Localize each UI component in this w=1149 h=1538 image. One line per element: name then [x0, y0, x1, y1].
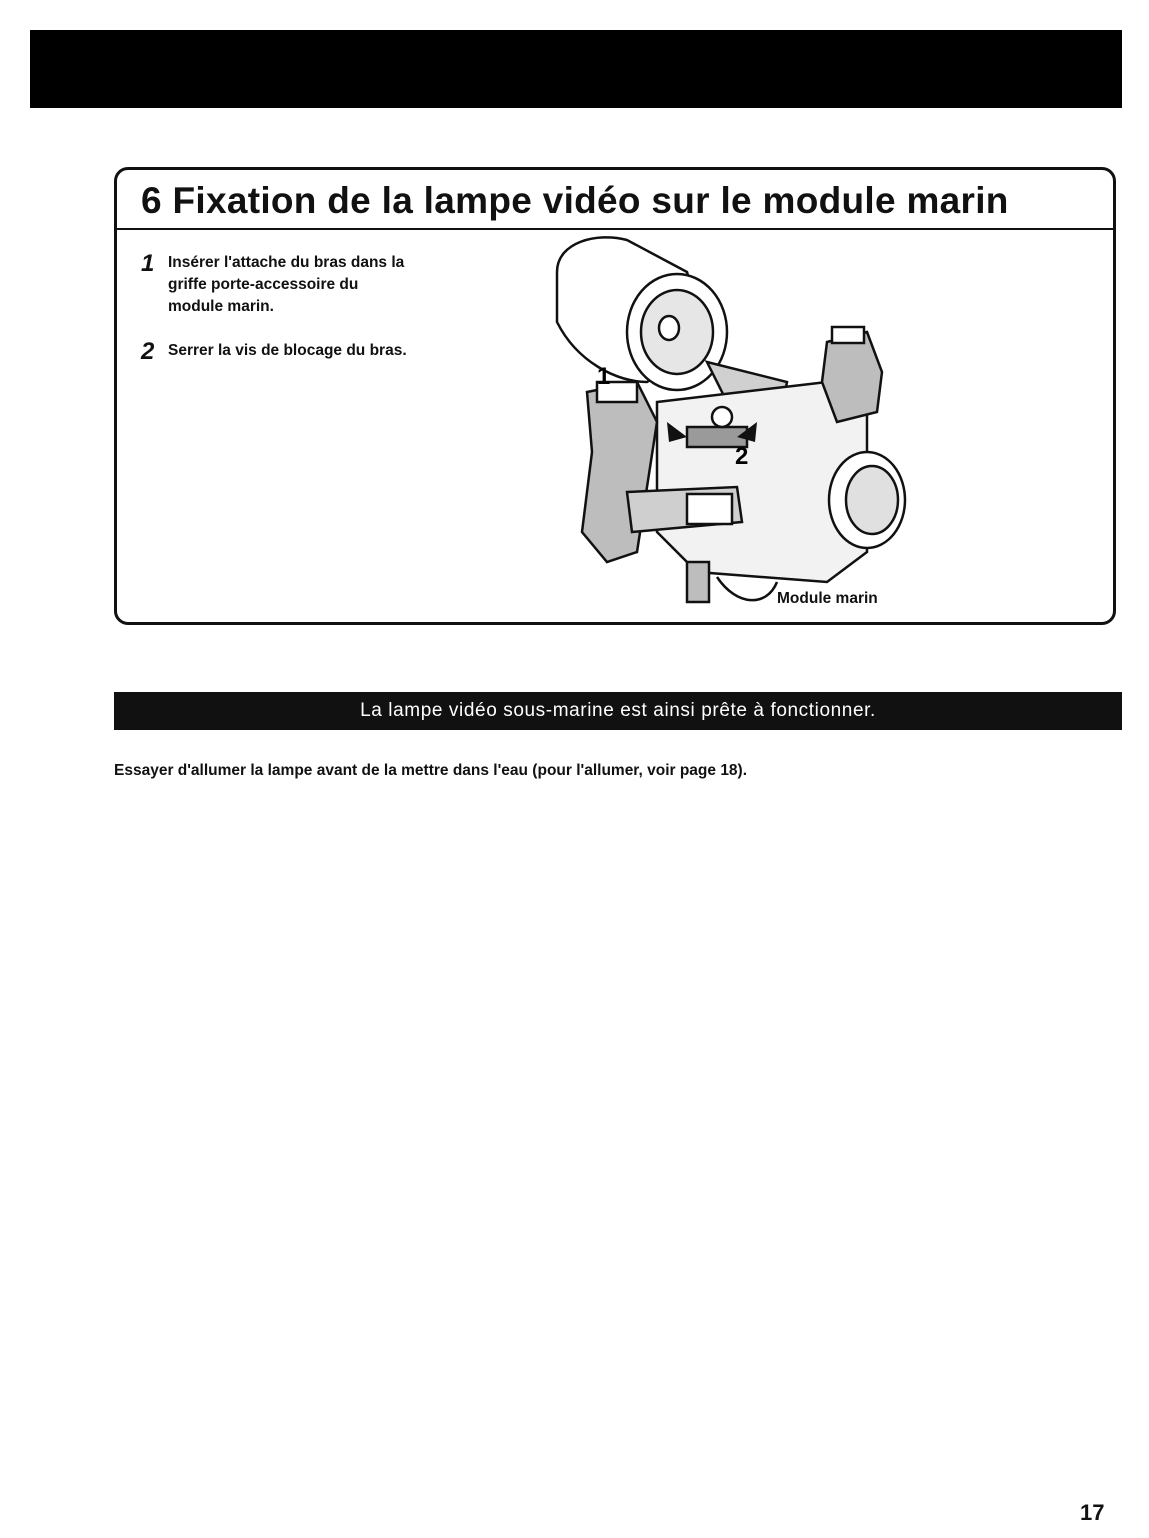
- ready-banner: La lampe vidéo sous-marine est ainsi prête à fonctionner.: [114, 692, 1122, 730]
- step-number: 2: [141, 338, 155, 365]
- callout-2: 2: [735, 443, 749, 470]
- section-title: 6 Fixation de la lampe vidéo sur le module marin: [141, 180, 1009, 221]
- step-text: Insérer l'attache du bras dans la griffe porte-accessoire du module marin.: [168, 254, 405, 315]
- step-2: [141, 340, 407, 364]
- title-divider: [117, 228, 1113, 230]
- header-bar: [30, 30, 1122, 108]
- test-note: Essayer d'allumer la lampe avant de la mettre dans l'eau (pour l'allumer, voir page 18).: [114, 762, 748, 779]
- marine-housing-illustration: [537, 232, 917, 616]
- page-number: 17: [1080, 1500, 1105, 1525]
- illustration-caption: Module marin: [777, 590, 878, 607]
- step-number: 1: [141, 250, 155, 277]
- step-text: Serrer la vis de blocage du bras.: [168, 342, 407, 359]
- step-1: [141, 252, 404, 318]
- callout-1: 1: [597, 363, 611, 390]
- instruction-section: [114, 167, 1116, 625]
